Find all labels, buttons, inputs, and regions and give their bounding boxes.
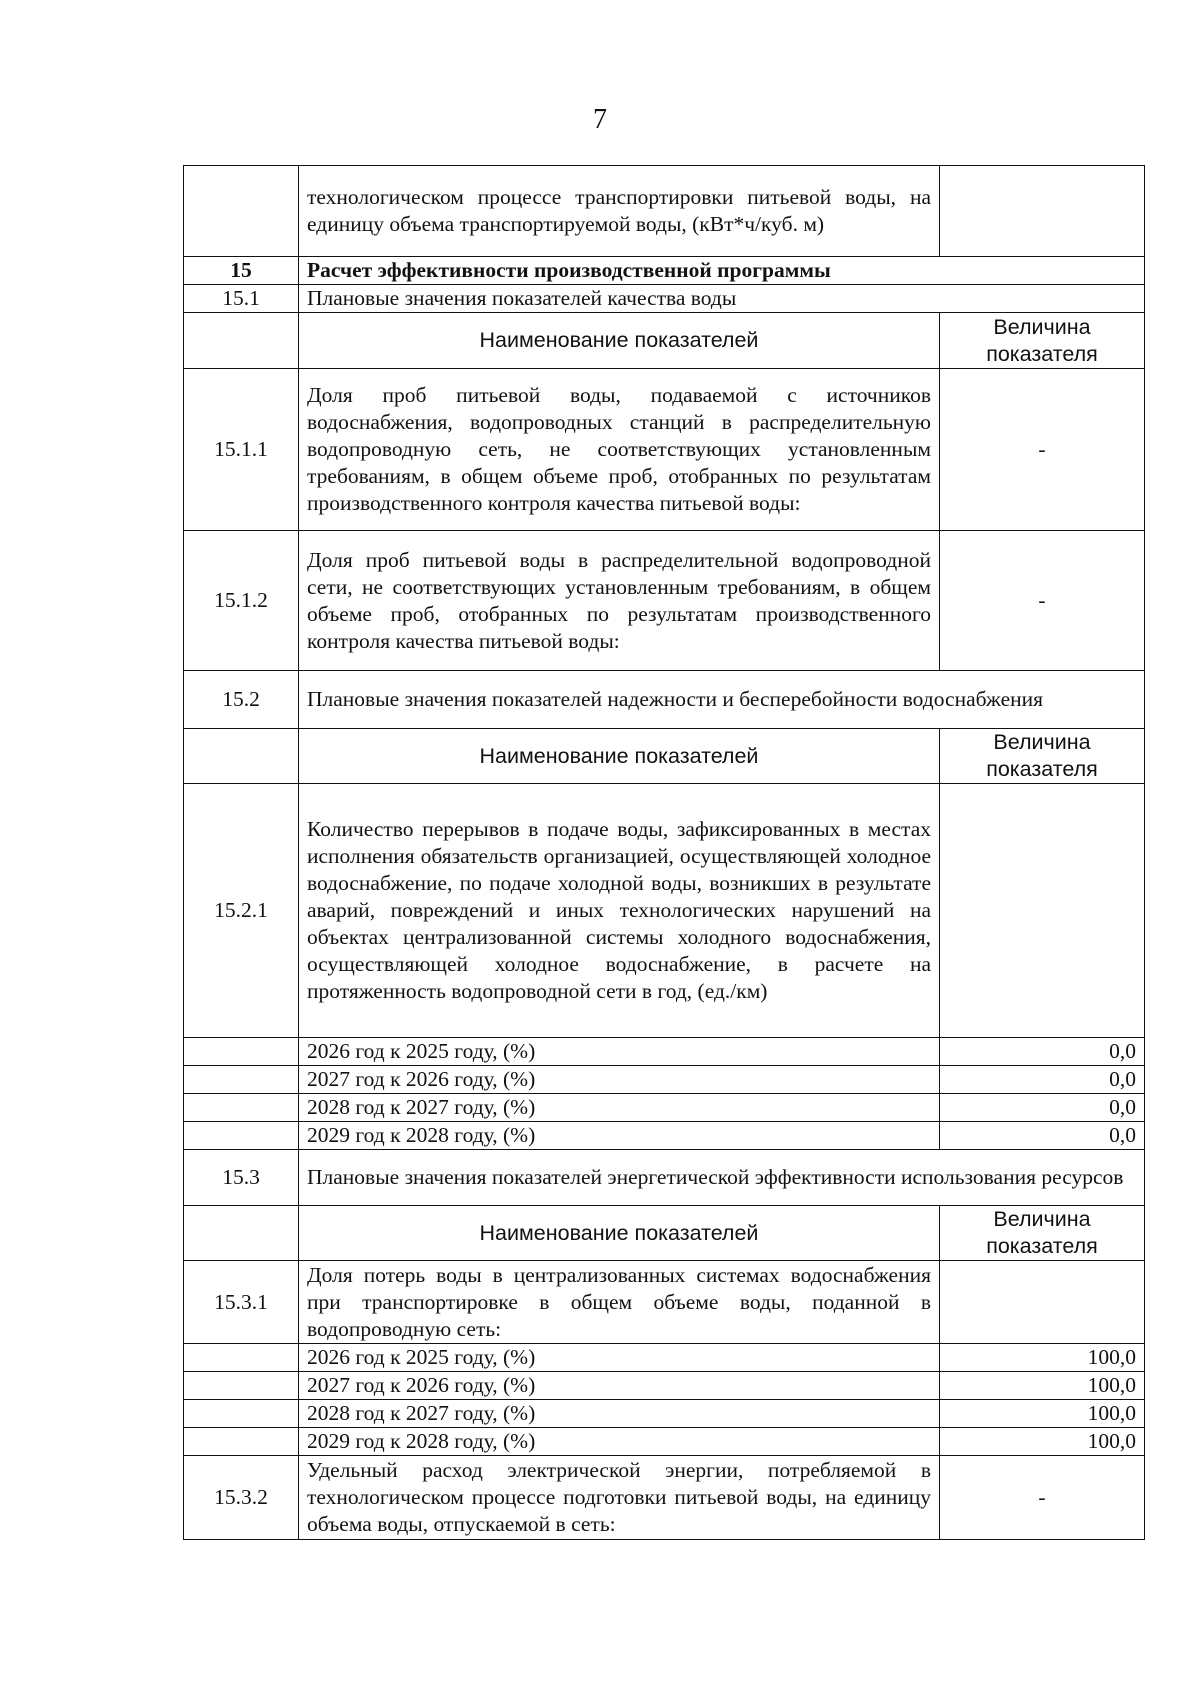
header-name: Наименование показателей <box>299 1206 940 1261</box>
year-value: 0,0 <box>940 1094 1145 1122</box>
row-value <box>940 166 1145 257</box>
year-row <box>184 1372 1145 1400</box>
header-value: Величина показателя <box>940 1206 1145 1261</box>
year-empty <box>184 1372 299 1400</box>
header-name: Наименование показателей <box>299 729 940 784</box>
item-number: 15.3.2 <box>184 1456 299 1540</box>
header-row <box>184 313 1145 369</box>
subsection-number: 15.2 <box>184 671 299 729</box>
year-value: 100,0 <box>940 1372 1145 1400</box>
header-row <box>184 729 1145 784</box>
year-value: 100,0 <box>940 1428 1145 1456</box>
item-number: 15.2.1 <box>184 784 299 1038</box>
header-value: Величина показателя <box>940 313 1145 369</box>
subsection-title: Плановые значения показателей качества воды <box>299 285 1145 313</box>
item-value <box>940 1261 1145 1344</box>
item-number: 15.1.1 <box>184 369 299 531</box>
table-row <box>184 1456 1145 1540</box>
year-label: 2026 год к 2025 году, (%) <box>299 1344 940 1372</box>
subsection-row <box>184 285 1145 313</box>
item-number: 15.1.2 <box>184 531 299 671</box>
year-row <box>184 1094 1145 1122</box>
section-number: 15 <box>184 257 299 285</box>
subsection-number: 15.1 <box>184 285 299 313</box>
header-empty <box>184 729 299 784</box>
year-row <box>184 1122 1145 1150</box>
subsection-row <box>184 671 1145 729</box>
item-text: Количество перерывов в подаче воды, зафиксированных в местах исполнения обязательств организацией, осуществляющей холодное водоснабжение, по подаче холодной воды, возникших в результате аварий, повреждений и иных технологических нарушений на объектах централизованной системы холодного водоснабжения, осуществляющей холодное водоснабжение, в расчете на протяженность водопроводной сети в год, (ед./км) <box>299 784 940 1038</box>
year-empty <box>184 1066 299 1094</box>
year-row <box>184 1344 1145 1372</box>
year-label: 2026 год к 2025 году, (%) <box>299 1038 940 1066</box>
year-label: 2027 год к 2026 году, (%) <box>299 1066 940 1094</box>
item-text: Доля потерь воды в централизованных системах водоснабжения при транспортировке в общем объеме воды, поданной в водопроводную сеть: <box>299 1261 940 1344</box>
header-name: Наименование показателей <box>299 313 940 369</box>
item-value: - <box>940 369 1145 531</box>
year-row <box>184 1400 1145 1428</box>
table-row <box>184 531 1145 671</box>
header-row <box>184 1206 1145 1261</box>
item-text: Доля проб питьевой воды в распределительной водопроводной сети, не соответствующих установленным требованиям, в общем объеме проб, отобранных по результатам производственного контроля качества питьевой воды: <box>299 531 940 671</box>
table-row <box>184 166 1145 257</box>
section-title: Расчет эффективности производственной программы <box>299 257 1145 285</box>
item-value: - <box>940 1456 1145 1540</box>
year-empty <box>184 1038 299 1066</box>
year-label: 2029 год к 2028 году, (%) <box>299 1428 940 1456</box>
row-text: технологическом процессе транспортировки питьевой воды, на единицу объема транспортируемой воды, (кВт*ч/куб. м) <box>299 166 940 257</box>
year-label: 2028 год к 2027 году, (%) <box>299 1094 940 1122</box>
row-num <box>184 166 299 257</box>
year-value: 0,0 <box>940 1066 1145 1094</box>
table-row <box>184 784 1145 1038</box>
subsection-title: Плановые значения показателей надежности и бесперебойности водоснабжения <box>299 671 1145 729</box>
header-value: Величина показателя <box>940 729 1145 784</box>
section-row <box>184 257 1145 285</box>
page-number: 7 <box>593 104 607 135</box>
table-row <box>184 1261 1145 1344</box>
header-empty <box>184 1206 299 1261</box>
item-value: - <box>940 531 1145 671</box>
year-row <box>184 1038 1145 1066</box>
year-value: 0,0 <box>940 1038 1145 1066</box>
year-empty <box>184 1400 299 1428</box>
year-label: 2028 год к 2027 году, (%) <box>299 1400 940 1428</box>
indicators-table <box>183 165 1145 1540</box>
table-row <box>184 369 1145 531</box>
subsection-number: 15.3 <box>184 1150 299 1206</box>
year-empty <box>184 1428 299 1456</box>
subsection-title: Плановые значения показателей энергетической эффективности использования ресурсов <box>299 1150 1145 1206</box>
year-label: 2027 год к 2026 году, (%) <box>299 1372 940 1400</box>
item-text: Доля проб питьевой воды, подаваемой с источников водоснабжения, водопроводных станций в распределительную водопроводную сеть, не соответствующих установленным требованиям, в общем объеме проб, отобранных по результатам производственного контроля качества питьевой воды: <box>299 369 940 531</box>
header-empty <box>184 313 299 369</box>
year-row <box>184 1066 1145 1094</box>
year-value: 100,0 <box>940 1344 1145 1372</box>
subsection-row <box>184 1150 1145 1206</box>
item-value <box>940 784 1145 1038</box>
year-row <box>184 1428 1145 1456</box>
year-value: 0,0 <box>940 1122 1145 1150</box>
year-empty <box>184 1344 299 1372</box>
year-value: 100,0 <box>940 1400 1145 1428</box>
item-number: 15.3.1 <box>184 1261 299 1344</box>
item-text: Удельный расход электрической энергии, потребляемой в технологическом процессе подготовки питьевой воды, на единицу объема воды, отпускаемой в сеть: <box>299 1456 940 1540</box>
year-empty <box>184 1122 299 1150</box>
year-empty <box>184 1094 299 1122</box>
year-label: 2029 год к 2028 году, (%) <box>299 1122 940 1150</box>
